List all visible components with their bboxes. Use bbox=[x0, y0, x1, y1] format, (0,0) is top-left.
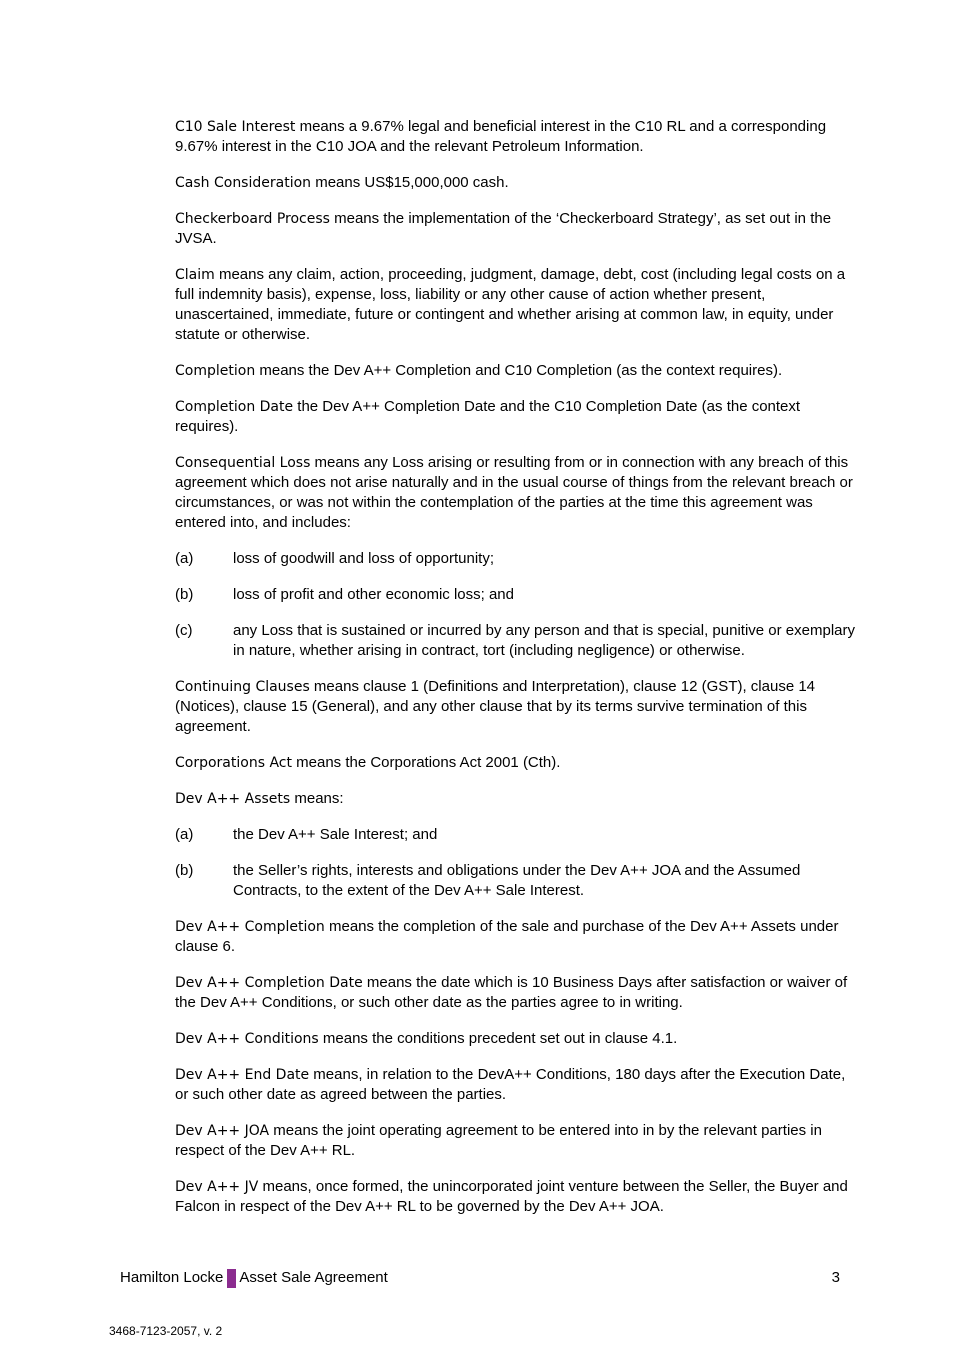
definition-text: means US$15,000,000 cash. bbox=[311, 174, 509, 191]
page-number: 3 bbox=[831, 1269, 840, 1286]
list-label: (b) bbox=[175, 862, 194, 879]
defined-term: Completion Date bbox=[175, 399, 294, 415]
definition-text: means the Corporations Act 2001 (Cth). bbox=[291, 754, 561, 771]
defined-term: Consequential Loss bbox=[175, 455, 311, 471]
list-text: loss of goodwill and loss of opportunity; bbox=[233, 550, 494, 567]
list-label: (a) bbox=[175, 826, 194, 843]
definition-completion-date bbox=[175, 397, 855, 437]
definition-text: means any claim, action, proceeding, judgment, damage, debt, cost (including legal costs on a full indemnity basis), expense, loss, liability or any other cause of action whether present, unascertained, immediate, future or contingent and whether arising at common law, in equity, under statute or otherwise. bbox=[175, 266, 846, 343]
definition-dev-joa bbox=[175, 1121, 855, 1161]
definition-text: means a 9.67% legal and beneficial interest in the C10 RL and a corresponding 9.67% interest in the C10 JOA and the relevant Petroleum Information. bbox=[175, 118, 827, 155]
definition-corporations-act bbox=[175, 753, 855, 773]
defined-term: Completion bbox=[175, 363, 256, 379]
definition-dev-assets bbox=[175, 789, 855, 809]
list-text: any Loss that is sustained or incurred by any person and that is special, punitive or exemplary in nature, whether arising in contract, tort (including negligence) or otherwise. bbox=[233, 622, 856, 659]
definition-text: means the Dev A++ Completion and C10 Completion (as the context requires). bbox=[255, 362, 783, 379]
defined-term: Continuing Clauses bbox=[175, 679, 310, 695]
defined-term: Claim bbox=[175, 267, 215, 283]
list-item bbox=[175, 861, 855, 901]
definition-text: means, once formed, the unincorporated joint venture between the Seller, the Buyer and Falcon in respect of the Dev A++ RL to be governed by the Dev A++ JOA. bbox=[175, 1178, 848, 1215]
list-text: the Dev A++ Sale Interest; and bbox=[233, 826, 438, 843]
defined-term: Dev A++ JOA bbox=[175, 1123, 270, 1139]
definition-dev-conditions bbox=[175, 1029, 855, 1049]
defined-term: Checkerboard Process bbox=[175, 211, 330, 227]
separator-bar bbox=[227, 1269, 236, 1288]
defined-term: Dev A++ Assets bbox=[175, 791, 291, 807]
definition-text: means clause 1 (Definitions and Interpretation), clause 12 (GST), clause 14 (Notices), clause 15 (General), and any other clause that by its terms survive termination of this agreement. bbox=[175, 678, 816, 735]
defined-term: Cash Consideration bbox=[175, 175, 312, 191]
definition-dev-end-date bbox=[175, 1065, 855, 1105]
definition-checkerboard-process bbox=[175, 209, 855, 249]
defined-term: C10 Sale Interest bbox=[175, 119, 296, 135]
list-text: the Seller’s rights, interests and obligations under the Dev A++ JOA and the Assumed Contracts, to the extent of the Dev A++ Sale Interest. bbox=[233, 862, 801, 899]
definition-text: the Dev A++ Completion Date and the C10 Completion Date (as the context requires). bbox=[175, 398, 801, 435]
list-label: (a) bbox=[175, 550, 194, 567]
definition-dev-jv bbox=[175, 1177, 855, 1217]
footer-brand bbox=[120, 1268, 388, 1288]
firm-name: Hamilton Locke bbox=[120, 1269, 224, 1286]
defined-term: Dev A++ JV bbox=[175, 1179, 259, 1195]
definition-c10-sale-interest bbox=[175, 117, 855, 157]
definition-text: means the implementation of the ‘Checkerboard Strategy’, as set out in the JVSA. bbox=[175, 210, 832, 247]
page-footer bbox=[120, 1268, 840, 1288]
list-label: (b) bbox=[175, 586, 194, 603]
list-item bbox=[175, 825, 855, 845]
definition-text: means the date which is 10 Business Days after satisfaction or waiver of the Dev A++ Conditions, or such other date as the parties agree to in writing. bbox=[175, 974, 848, 1011]
definition-completion bbox=[175, 361, 855, 381]
list-label: (c) bbox=[175, 622, 193, 639]
definition-text: means the joint operating agreement to be entered into in by the relevant parties in respect of the Dev A++ RL. bbox=[175, 1122, 822, 1159]
definition-continuing-clauses bbox=[175, 677, 855, 737]
definition-cash-consideration bbox=[175, 173, 855, 193]
defined-term: Dev A++ Completion bbox=[175, 919, 325, 935]
definition-consequential-loss bbox=[175, 453, 855, 533]
defined-term: Dev A++ Conditions bbox=[175, 1031, 319, 1047]
list-item bbox=[175, 585, 855, 605]
defined-term: Dev A++ Completion Date bbox=[175, 975, 363, 991]
list-item bbox=[175, 549, 855, 569]
defined-term: Dev A++ End Date bbox=[175, 1067, 310, 1083]
list-item bbox=[175, 621, 855, 661]
definition-text: means any Loss arising or resulting from or in connection with any breach of this agreement which does not arise naturally and in the usual course of things from the relevant breach or circumstances, or was not within the contemplation of the parties at the time this agreement was entered into, and includes: bbox=[175, 454, 853, 531]
document-id: 3468-7123-2057, v. 2 bbox=[109, 1324, 223, 1338]
definition-text: means the conditions precedent set out in clause 4.1. bbox=[318, 1030, 678, 1047]
defined-term: Corporations Act bbox=[175, 755, 292, 771]
document-body bbox=[175, 117, 855, 1233]
definition-dev-completion-date bbox=[175, 973, 855, 1013]
document-title: Asset Sale Agreement bbox=[239, 1269, 388, 1286]
definition-text: means the completion of the sale and purchase of the Dev A++ Assets under clause 6. bbox=[175, 918, 839, 955]
definition-text: means: bbox=[290, 790, 344, 807]
definition-dev-completion bbox=[175, 917, 855, 957]
list-text: loss of profit and other economic loss; and bbox=[233, 586, 514, 603]
definition-text: means, in relation to the DevA++ Conditions, 180 days after the Execution Date, or such other date as agreed between the parties. bbox=[175, 1066, 846, 1103]
definition-claim bbox=[175, 265, 855, 345]
